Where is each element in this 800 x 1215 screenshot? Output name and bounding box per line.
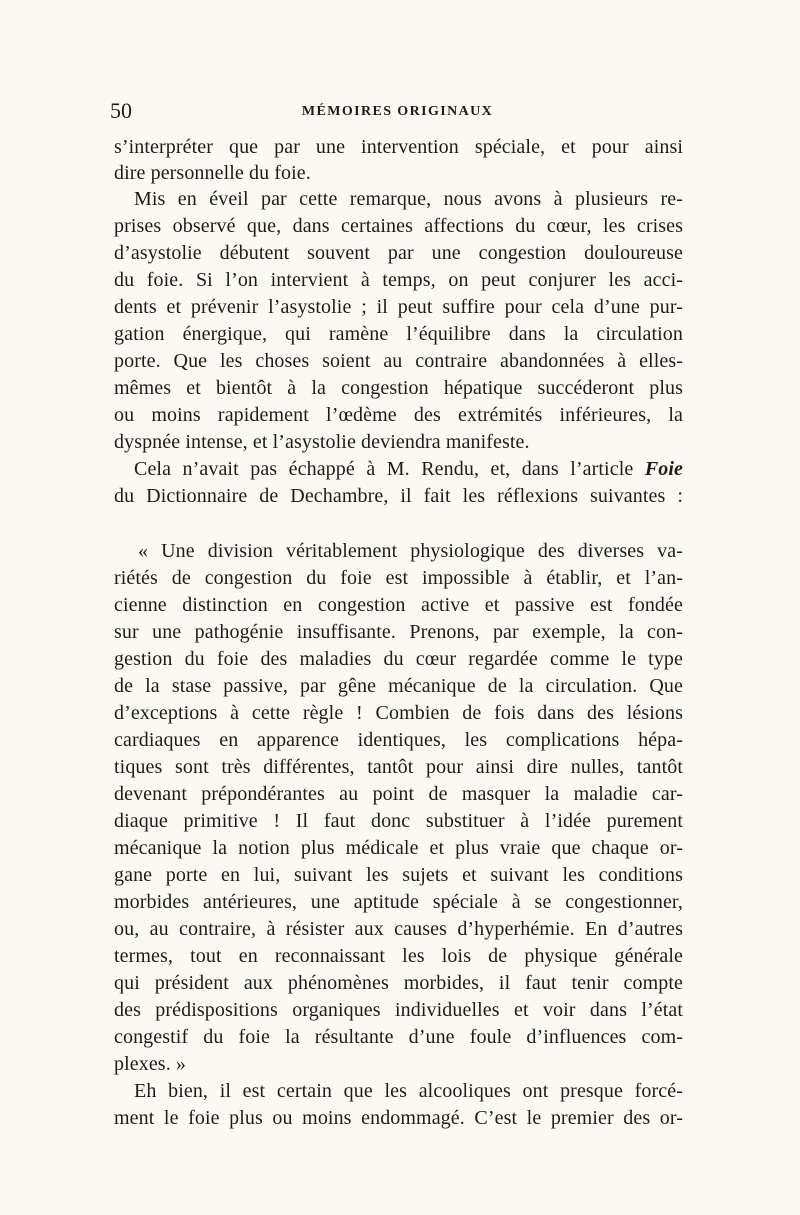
text-line: ou moins rapidement l’œdème des extrémités inférieures, la	[114, 404, 683, 426]
text-line: ment le foie plus ou moins endommagé. C’est le premier des or-	[114, 1107, 683, 1129]
text-line: Mis en éveil par cette remarque, nous avons à plusieurs re-	[134, 188, 683, 210]
text-line: mêmes et bientôt à la congestion hépatique succéderont plus	[114, 377, 683, 399]
text-line: porte. Que les choses soient au contraire abandonnées à elles-	[114, 350, 683, 372]
quote-line: gane porte en lui, suivant les sujets et suivant les conditions	[114, 864, 683, 886]
quote-line: devenant prépondérantes au point de masquer la maladie car-	[114, 783, 683, 805]
text-line	[134, 456, 683, 482]
quote-line: qui président aux phénomènes morbides, il faut tenir compte	[114, 972, 683, 994]
quote-line: morbides antérieures, une aptitude spéciale à se congestionner,	[114, 891, 683, 913]
page-header	[110, 96, 685, 126]
quote-line: cienne distinction en congestion active et passive est fondée	[114, 594, 683, 616]
text-line: d’asystolie débutent souvent par une congestion douloureuse	[114, 242, 683, 264]
italic-term: Foie	[644, 458, 683, 480]
text-line: s’interpréter que par une intervention spéciale, et pour ainsi	[114, 136, 683, 158]
quote-line: diaque primitive ! Il faut donc substituer à l’idée purement	[114, 810, 683, 832]
text-line: du foie. Si l’on intervient à temps, on peut conjurer les acci-	[114, 269, 683, 291]
text-line: prises observé que, dans certaines affections du cœur, les crises	[114, 215, 683, 237]
running-title: MÉMOIRES ORIGINAUX	[301, 104, 494, 119]
quote-line: cardiaques en apparence identiques, les complications hépa-	[114, 729, 683, 751]
quote-line: gestion du foie des maladies du cœur regardée comme le type	[114, 648, 683, 670]
quote-line: ou, au contraire, à résister aux causes d’hyperhémie. En d’autres	[114, 918, 683, 940]
quote-line: « Une division véritablement physiologique des diverses va-	[138, 540, 683, 562]
text-line: dyspnée intense, et l’asystolie deviendra manifeste.	[114, 431, 530, 453]
quote-line: plexes. »	[114, 1053, 186, 1075]
quote-line: des prédispositions organiques individuelles et voir dans l’état	[114, 999, 683, 1021]
text-fragment: Cela n’avait pas échappé à M. Rendu, et, dans l’article	[134, 458, 634, 480]
quote-line: d’exceptions à cette règle ! Combien de fois dans des lésions	[114, 702, 683, 724]
quote-line: tiques sont très différentes, tantôt pour ainsi dire nulles, tantôt	[114, 756, 683, 778]
page-number: 50	[110, 98, 132, 123]
text-line: du Dictionnaire de Dechambre, il fait les réflexions suivantes :	[114, 485, 683, 507]
text-line: gation énergique, qui ramène l’équilibre dans la circulation	[114, 323, 683, 345]
quote-line: termes, tout en reconnaissant les lois de physique générale	[114, 945, 683, 967]
text-line: dents et prévenir l’asystolie ; il peut suffire pour cela d’une pur-	[114, 296, 683, 318]
quote-line: de la stase passive, par gêne mécanique de la circulation. Que	[114, 675, 683, 697]
text-line: dire personnelle du foie.	[114, 162, 311, 184]
text-line: Eh bien, il est certain que les alcooliques ont presque forcé-	[134, 1080, 683, 1102]
quote-line: sur une pathogénie insuffisante. Prenons, par exemple, la con-	[114, 621, 683, 643]
quote-line: riétés de congestion du foie est impossible à établir, et l’an-	[114, 567, 683, 589]
quote-line: mécanique la notion plus médicale et plus vraie que chaque or-	[114, 837, 683, 859]
quote-line: congestif du foie la résultante d’une foule d’influences com-	[114, 1026, 683, 1048]
